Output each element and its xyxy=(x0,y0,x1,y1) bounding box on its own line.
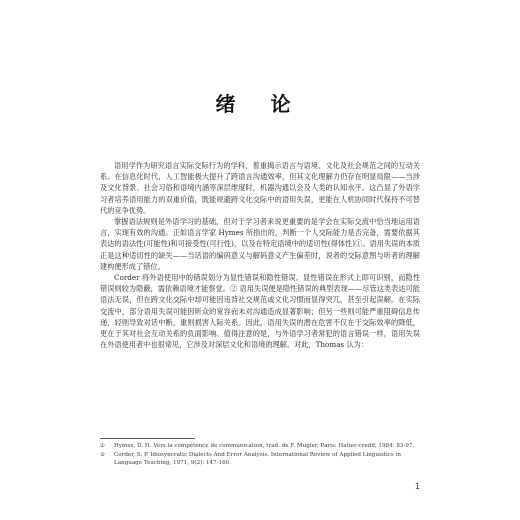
paragraph-2: 掌握语法规则是外语学习的基础，但对于学习者来说更重要的是学会在实际交流中恰当地运用语言，实现有效的沟通。正如语言学家 Hymes 所指出的，判断一个人交际能力是否完备，需要依据其表达的语法性(可能性)和可接受性(可行性)，以及在特定语境中的适切性(得体性)①。语用失误的本质正是这种适切性的缺失——当话语的编码意义与解码意义产生偏差时，说者的交际意图与听者的理解建构便形成了错位。 xyxy=(100,217,420,271)
footnote-2-text: Corder, S. P. Idiosyncratic Dialects And Error Analysis. International Review of Applied Linguistics in Language Teaching, 1971, 9(2): 147-160. xyxy=(114,451,401,467)
footnote-1-text: Hymes, D. H. Vers la compétence de communication, trad. de F. Mugler, Paris: Hatier-credif, 1984: 83-97. xyxy=(114,443,415,449)
footnote-2 xyxy=(100,451,420,468)
footnotes xyxy=(100,442,420,468)
paragraph-3: Corder 将外语使用中的错误划分为显性错误和隐性错误。显性错误在形式上即可识别，而隐性错误则较为隐蔽，需依赖语境才能察觉。② 语用失误便是隐性错误的典型表现——尽管这类表达可能语法无误，但在跨文化交际中却可能因违背社交规范或文化习惯而显得突兀，甚至引起误解。在实际交流中，部分语用失误可能因听众的宽容而未对沟通造成显著影响；但另一些则可能严重阻碍信息传递，轻则导致对话中断，重则损害人际关系。因此，语用失误的潜在危害不仅在于交际效率的降低，更在于其对社会互动关系的负面影响。值得注意的是，与外语学习者常犯的语言错误一样，语用失误在外语使用者中也很常见，它涉及对深层文化和语境的理解。对此，Thomas 认为： xyxy=(100,273,420,350)
page-number: 1 xyxy=(414,482,420,491)
footnote-divider xyxy=(100,438,195,439)
footnote-2-mark: ② xyxy=(100,451,106,458)
body-text xyxy=(100,160,420,350)
footnote-1-mark: ① xyxy=(100,443,106,449)
chapter-title: 绪 论 xyxy=(215,92,305,116)
paragraph-1: 语用学作为研究语言实际交际行为的学科，着重揭示语言与语境、文化及社会规范之间的互动关系。在信息化时代，人工智能极大提升了跨语言沟通效率，但其文化理解力仍存在明显局限——当涉及文化背景、社会习俗和语境内涵等深层维度时，机器沟通以会及人类的认知水平。这凸显了外语学习者培养语用能力的双重价值，既能规避跨文化交际中的语用失误，更能在人机协同时代保持不可替代的竞争优势。 xyxy=(100,161,420,215)
footnote-1 xyxy=(100,442,420,451)
